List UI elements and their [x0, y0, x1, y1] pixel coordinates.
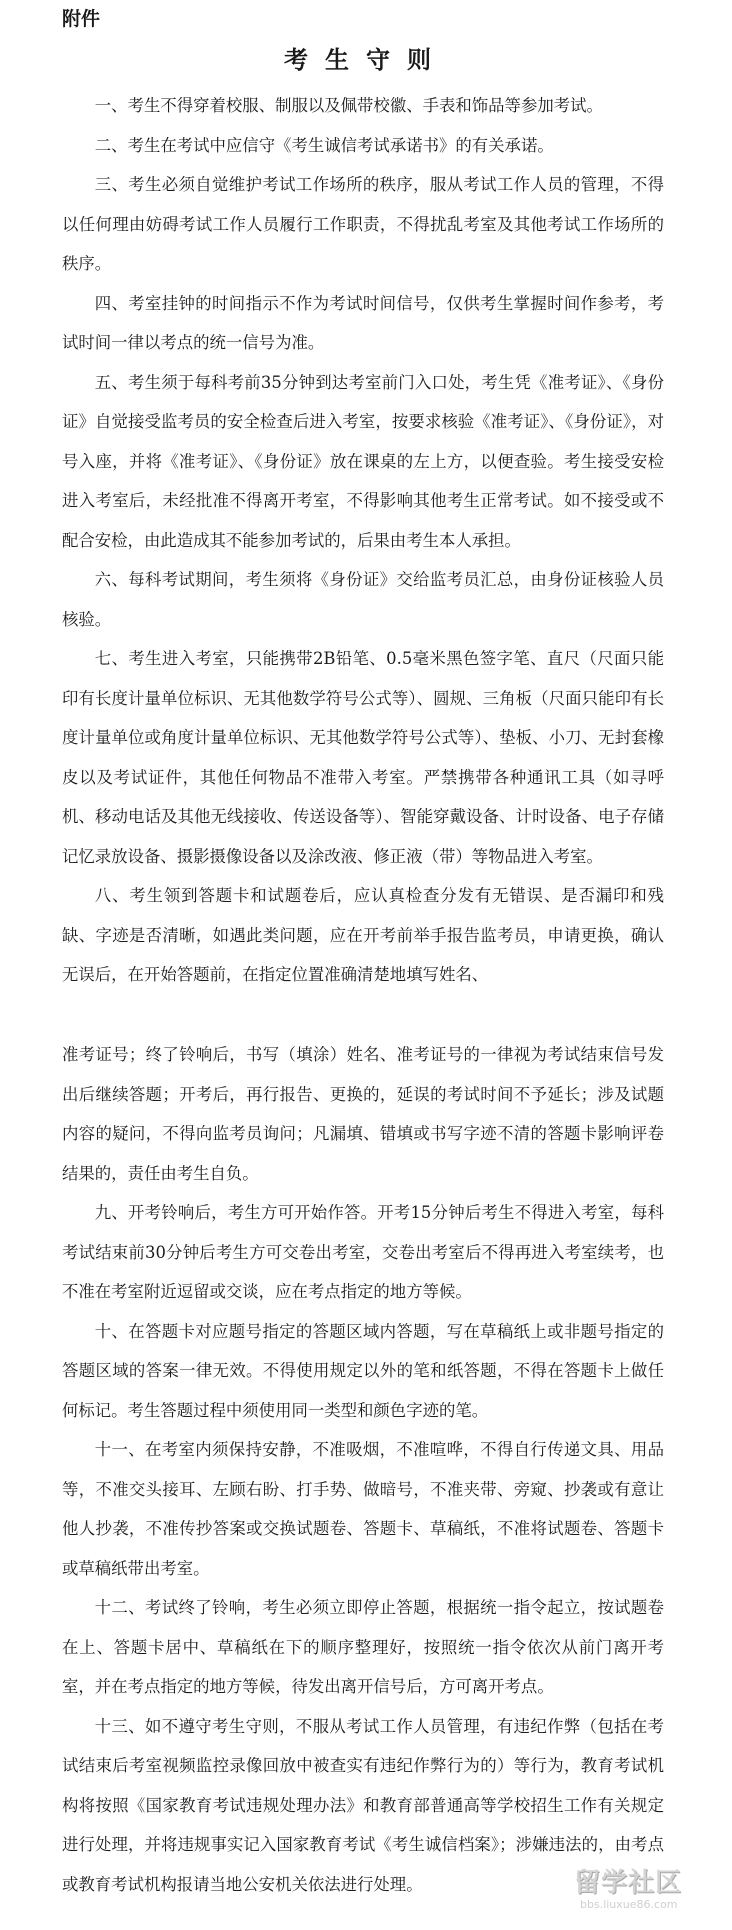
rule-3: 三、考生必须自觉维护考试工作场所的秩序，服从考试工作人员的管理，不得以任何理由妨碍考试工作人员履行工作职责，不得扰乱考室及其他考试工作场所的秩序。: [62, 175, 664, 273]
rule-5: 五、考生须于每科考前35分钟到达考室前门入口处，考生凭《准考证》、《身份证》自觉接受监考员的安全检查后进入考室，按要求核验《准考证》、《身份证》，对号入座，并将《准考证》、《身份证》放在课桌的左上方，以便查验。考生接受安检进入考室后，未经批准不得离开考室，不得影响其他考生正常考试。如不接受或不配合安检，由此造成其不能参加考试的，后果由考生本人承担。: [62, 372, 664, 550]
rule-9: 九、开考铃响后，考生方可开始作答。开考15分钟后考生不得进入考室，每科考试结束前30分钟后考生方可交卷出考室，交卷出考室后不得再进入考室续考，也不准在考室附近逗留或交谈，应在考点指定的地方等候。: [62, 1203, 664, 1301]
rule-11: 十一、在考室内须保持安静，不准吸烟，不准喧哗，不得自行传递文具、用品等，不准交头接耳、左顾右盼、打手势、做暗号，不准夹带、旁窥、抄袭或有意让他人抄袭，不准传抄答案或交换试题卷、答题卡、草稿纸，不准将试题卷、答题卡或草稿纸带出考室。: [62, 1440, 664, 1578]
rule-8-continued: 准考证号；终了铃响后，书写（填涂）姓名、准考证号的一律视为考试结束信号发出后继续答题；开考后，再行报告、更换的，延误的考试时间不予延长；涉及试题内容的疑问，不得向监考员询问；凡漏填、错填或书写字迹不清的答题卡影响评卷结果的，责任由考生自负。: [62, 1045, 664, 1183]
rules-page-1: [62, 86, 664, 995]
rule-1: 一、考生不得穿着校服、制服以及佩带校徽、手表和饰品等参加考试。: [94, 96, 603, 115]
rule-7: 七、考生进入考室，只能携带2B铅笔、0.5毫米黑色签字笔、直尺（尺面只能印有长度计量单位标识、无其他数学符号公式等）、圆规、三角板（尺面只能印有长度计量单位或角度计量单位标识、无其他数学符号公式等）、垫板、小刀、无封套橡皮以及考试证件，其他任何物品不准带入考室。严禁携带各种通讯工具（如寻呼机、移动电话及其他无线接收、传送设备等）、智能穿戴设备、计时设备、电子存储记忆录放设备、摄影摄像设备以及涂改液、修正液（带）等物品进入考室。: [62, 649, 664, 866]
rule-6: 六、每科考试期间，考生须将《身份证》交给监考员汇总，由身份证核验人员核验。: [62, 570, 664, 629]
rule-10: 十、在答题卡对应题号指定的答题区域内答题，写在草稿纸上或非题号指定的答题区域的答案一律无效。不得使用规定以外的笔和纸答题，不得在答题卡上做任何标记。考生答题过程中须使用同一类型和颜色字迹的笔。: [62, 1321, 664, 1420]
rules-page-2: [62, 1035, 664, 1904]
rule-12: 十二、考试终了铃响，考生必须立即停止答题，根据统一指令起立，按试题卷在上、答题卡居中、草稿纸在下的顺序整理好，按照统一指令依次从前门离开考室，并在考点指定的地方等候，待发出离开信号后，方可离开考点。: [62, 1598, 664, 1696]
watermark-url: bbs.liuxue86.com: [580, 1898, 678, 1911]
rule-4: 四、考室挂钟的时间指示不作为考试时间信号，仅供考生掌握时间作参考，考试时间一律以考点的统一信号为准。: [62, 293, 664, 352]
rule-2: 二、考生在考试中应信守《考生诚信考试承诺书》的有关承诺。: [94, 135, 554, 155]
rule-8: 八、考生领到答题卡和试题卷后，应认真检查分发有无错误、是否漏印和残缺、字迹是否清晰，如遇此类问题，应在开考前举手报告监考员，申请更换，确认无误后，在开始答题前，在指定位置准确清楚地填写姓名、: [62, 886, 664, 984]
document-title: 考生守则: [284, 45, 448, 74]
watermark-logo: 留学社区: [574, 1868, 683, 1898]
attachment-label: 附件: [62, 8, 101, 30]
rule-13: 十三、如不遵守考生守则，不服从考试工作人员管理，有违纪作弊（包括在考试结束后考室视频监控录像回放中被查实有违纪作弊行为的）等行为，教育考试机构将按照《国家教育考试违规处理办法》和教育部普通高等学校招生工作有关规定进行处理，并将违规事实记入国家教育考试《考生诚信档案》；涉嫌违法的，由考点或教育考试机构报请当地公安机关依法进行处理。: [62, 1716, 664, 1894]
